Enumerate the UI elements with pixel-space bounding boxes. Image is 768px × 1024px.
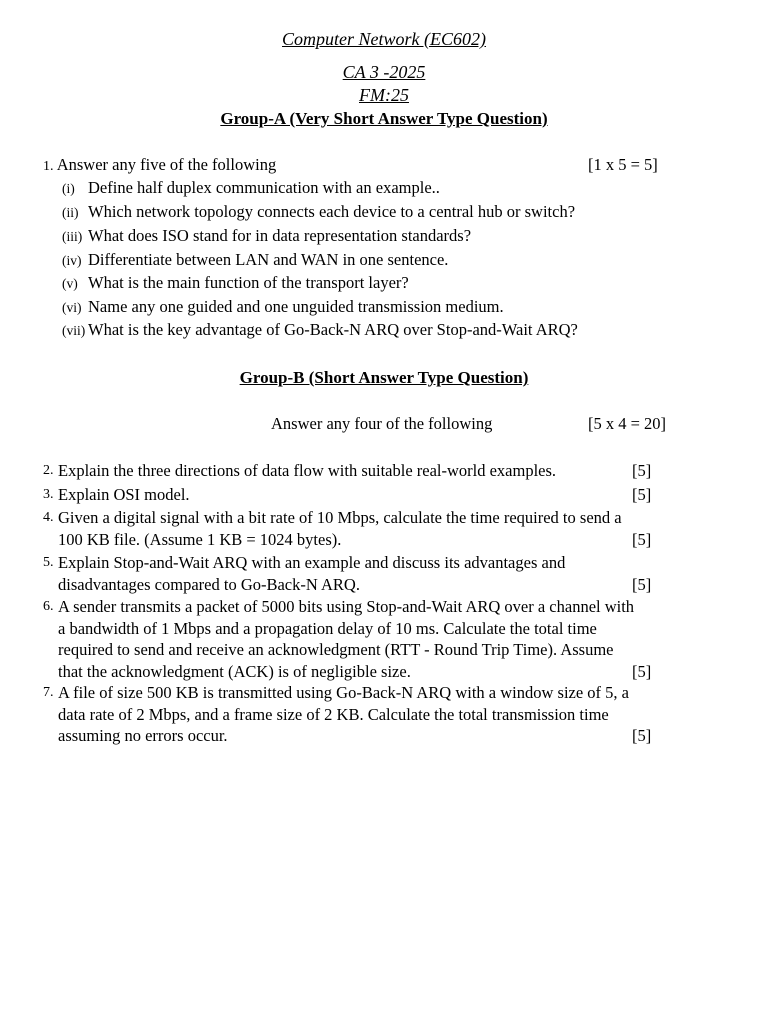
- question-text-line: that the acknowledgment (ACK) is of negligible size.: [58, 661, 411, 681]
- question-number: 3.: [43, 487, 54, 502]
- item-text: Which network topology connects each device to a central hub or switch?: [88, 202, 576, 221]
- question-number: 5.: [43, 555, 54, 570]
- question-text-line: a bandwidth of 1 Mbps and a propagation delay of 10 ms. Calculate the total time: [58, 618, 597, 638]
- question-text-line: Explain the three directions of data flow with suitable real-world examples.: [58, 461, 557, 480]
- group-b-heading: Group-B (Short Answer Type Question): [239, 368, 529, 387]
- question-text-line: disadvantages compared to Go-Back-N ARQ.: [58, 574, 360, 594]
- question-marks: [5]: [632, 461, 652, 480]
- group-a-marks: [1 x 5 = 5]: [588, 155, 658, 174]
- group-a-item: [62, 202, 575, 222]
- group-a-item: [62, 297, 504, 317]
- group-a-item: [62, 226, 471, 246]
- question-text-line: data rate of 2 Mbps, and a frame size of 2 KB. Calculate the total transmission time: [58, 704, 609, 724]
- question-marks: [5]: [632, 574, 652, 594]
- question-text-line: Explain Stop-and-Wait ARQ with an example and discuss its advantages and: [58, 553, 566, 572]
- item-text: What is the main function of the transport layer?: [88, 273, 409, 292]
- question-text-line: A file of size 500 KB is transmitted using Go-Back-N ARQ with a window size of 5, a: [58, 683, 629, 702]
- group-a-item: [62, 250, 448, 270]
- question-number: 2.: [43, 463, 54, 478]
- instruction-text: Answer any five of the following: [56, 155, 277, 174]
- question-marks: [5]: [632, 485, 652, 504]
- question-marks: [5]: [632, 726, 652, 745]
- exam-title: CA 3 -2025: [342, 62, 426, 82]
- group-a-item: [62, 320, 578, 340]
- question-marks: [5]: [632, 529, 652, 549]
- course-title: Computer Network (EC602): [282, 29, 486, 49]
- question-text-line: A sender transmits a packet of 5000 bits using Stop-and-Wait ARQ over a channel with: [58, 597, 635, 616]
- group-a-heading: Group-A (Very Short Answer Type Question): [220, 109, 548, 128]
- question-marks: [5]: [632, 661, 652, 681]
- group-b-instruction: Answer any four of the following: [271, 414, 493, 433]
- item-roman-numeral: (i): [62, 181, 75, 196]
- question-number: 6.: [43, 599, 54, 614]
- item-roman-numeral: (ii): [62, 205, 79, 220]
- question-text-line: 100 KB file. (Assume 1 KB = 1024 bytes).: [58, 529, 342, 549]
- item-text: What does ISO stand for in data representation standards?: [88, 226, 472, 245]
- item-roman-numeral: (iv): [62, 253, 82, 268]
- group-b-marks: [5 x 4 = 20]: [588, 414, 667, 433]
- question-number: 4.: [43, 510, 54, 525]
- group-a-item: [62, 273, 409, 293]
- item-text: Differentiate between LAN and WAN in one sentence.: [88, 250, 449, 269]
- item-text: What is the key advantage of Go-Back-N ARQ over Stop-and-Wait ARQ?: [88, 320, 578, 339]
- question-text-line: assuming no errors occur.: [58, 726, 228, 745]
- group-a-item: [62, 178, 440, 198]
- question-text-line: Given a digital signal with a bit rate of 10 Mbps, calculate the time required to send a: [58, 508, 622, 527]
- item-roman-numeral: (vii): [62, 323, 86, 338]
- item-text: Define half duplex communication with an example..: [88, 178, 440, 197]
- question-text-line: required to send and receive an acknowledgment (RTT - Round Trip Time). Assume: [58, 640, 614, 659]
- item-roman-numeral: (iii): [62, 229, 83, 244]
- full-marks: FM:25: [359, 85, 409, 105]
- item-roman-numeral: (vi): [62, 300, 82, 315]
- item-text: Name any one guided and one unguided transmission medium.: [88, 297, 504, 316]
- question-number: 1.: [43, 159, 54, 174]
- question-text-line: Explain OSI model.: [58, 485, 190, 504]
- item-roman-numeral: (v): [62, 276, 78, 291]
- question-1-instruction: [43, 155, 276, 175]
- question-number: 7.: [43, 685, 54, 700]
